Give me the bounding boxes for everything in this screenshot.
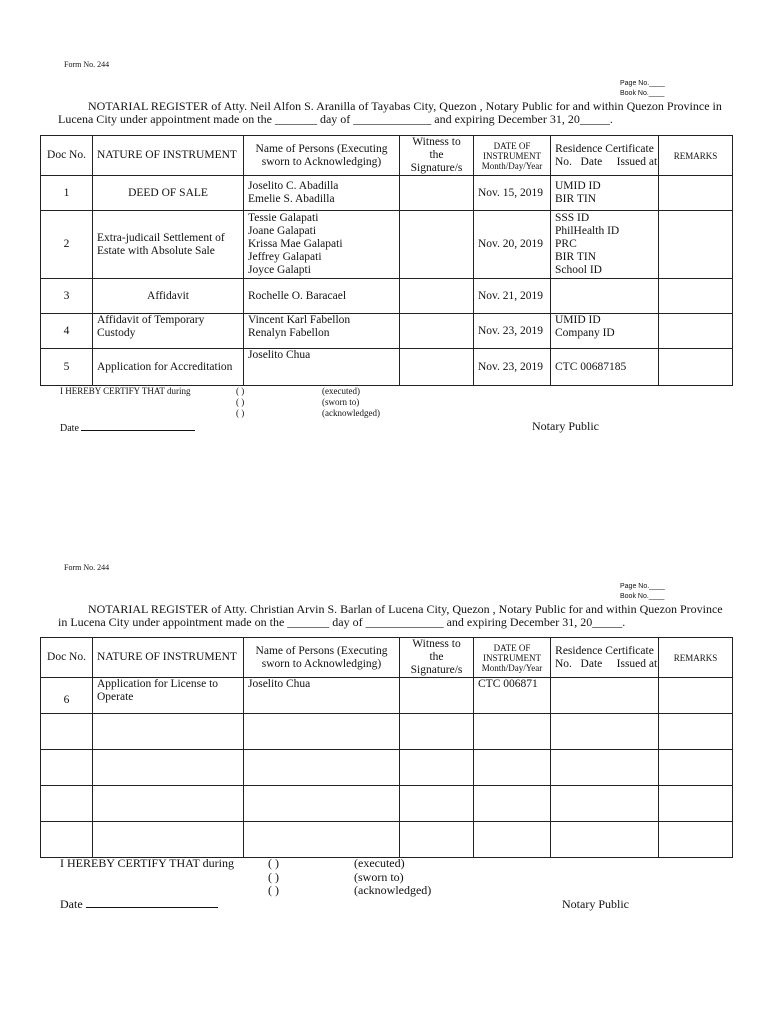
nature-cell: Affidavit — [93, 279, 244, 314]
names-cell — [244, 714, 400, 750]
nature-cell: Application for Accreditation — [93, 349, 244, 386]
person-name: Emelie S. Abadilla — [248, 193, 335, 205]
checkbox-executed[interactable]: ( ) — [236, 386, 245, 396]
names-cell — [244, 678, 400, 714]
remarks-cell — [659, 279, 733, 314]
remarks-cell — [659, 349, 733, 386]
table-row — [41, 750, 733, 786]
header-remarks: REMARKS — [659, 638, 733, 678]
witness-cell — [400, 678, 474, 714]
remarks-cell — [659, 714, 733, 750]
register-table — [40, 135, 733, 386]
register-heading — [58, 602, 723, 629]
certify-statement: I HEREBY CERTIFY THAT during — [60, 856, 234, 870]
person-name: Joane Galapati — [248, 225, 317, 237]
header-date — [474, 638, 551, 678]
date-cell — [474, 714, 551, 750]
table-row — [41, 211, 733, 279]
certify-statement: I HEREBY CERTIFY THAT during — [60, 386, 191, 396]
date-cell — [474, 822, 551, 858]
checkbox-acknowledged[interactable]: ( ) — [268, 883, 279, 897]
header-residence-line-1: Residence Certificate — [555, 644, 654, 657]
date-line — [60, 421, 195, 434]
date-cell — [474, 750, 551, 786]
form-number: Form No. 244 — [64, 60, 110, 69]
header-date — [474, 136, 551, 176]
nature-cell — [93, 822, 244, 858]
option-sworn: (sworn to) — [322, 397, 360, 407]
register-heading-line-2: Lucena City under appointment made on the _______ day of _____________ and expiring December 31, 20_____. — [58, 112, 613, 126]
table-row — [41, 176, 733, 211]
doc-no-cell: 4 — [41, 314, 93, 349]
page-number: Page No.____ — [620, 80, 665, 87]
nature-cell — [93, 714, 244, 750]
date-cell — [474, 786, 551, 822]
header-witness: Witness to the Signature/s — [400, 638, 474, 678]
checkbox-executed[interactable]: ( ) — [268, 856, 279, 870]
header-residence-line-2: No. Date Issued at — [555, 155, 658, 168]
doc-no-cell: 3 — [41, 279, 93, 314]
residence-entry: BIR TIN — [555, 251, 596, 263]
date-label: Date — [60, 897, 83, 911]
date-blank[interactable] — [81, 421, 195, 431]
notary-public-label: Notary Public — [562, 897, 629, 911]
person-name: Rochelle O. Baracael — [248, 289, 347, 302]
table-row — [41, 349, 733, 386]
date-cell: Nov. 23, 2019 — [474, 314, 551, 349]
checkbox-acknowledged[interactable]: ( ) — [236, 408, 245, 418]
residence-entry: BIR TIN — [555, 193, 596, 205]
witness-cell — [400, 211, 474, 279]
table-row — [41, 822, 733, 858]
date-cell: Nov. 15, 2019 — [474, 176, 551, 211]
header-residence-line-2: No. Date Issued at — [555, 657, 658, 670]
residence-cell — [551, 349, 659, 386]
witness-cell — [400, 750, 474, 786]
register-heading-line-1: NOTARIAL REGISTER of Atty. Neil Alfon S. Aranilla of Tayabas City, Quezon , Notary Public for and within Quezon Province in — [88, 99, 722, 113]
names-cell — [244, 314, 400, 349]
header-doc-no: Doc No. — [41, 136, 93, 176]
header-names: Name of Persons (Executing sworn to Acknowledging) — [244, 638, 400, 678]
person-name: Joselito C. Abadilla — [248, 180, 339, 192]
page-book-block — [620, 79, 665, 99]
residence-entry: UMID ID — [555, 180, 601, 192]
remarks-cell — [659, 786, 733, 822]
header-residence — [551, 638, 659, 678]
names-cell — [244, 750, 400, 786]
header-residence — [551, 136, 659, 176]
names-cell — [244, 822, 400, 858]
table-header-row — [41, 136, 733, 176]
residence-cell — [551, 176, 659, 211]
date-cell: Nov. 23, 2019 — [474, 349, 551, 386]
table-row — [41, 714, 733, 750]
person-name: Renalyn Fabellon — [248, 327, 330, 339]
checkbox-sworn[interactable]: ( ) — [268, 869, 279, 884]
residence-cell — [551, 786, 659, 822]
nature-cell — [93, 750, 244, 786]
residence-cell — [551, 314, 659, 349]
header-remarks: REMARKS — [659, 136, 733, 176]
remarks-cell — [659, 750, 733, 786]
residence-entry: SSS ID — [555, 212, 590, 224]
remarks-cell — [659, 314, 733, 349]
header-witness: Witness to the Signature/s — [400, 136, 474, 176]
person-name: Joselito Chua — [248, 678, 311, 690]
person-name: Tessie Galapati — [248, 212, 319, 224]
doc-no-cell: 5 — [41, 349, 93, 386]
page-number: Page No.____ — [620, 583, 665, 590]
residence-cell — [551, 822, 659, 858]
nature-cell: Affidavit of Temporary Custody — [93, 314, 244, 349]
register-heading-line-1: NOTARIAL REGISTER of Atty. Christian Arvin S. Barlan of Lucena City, Quezon , Notary Public for and within Quezon Province — [88, 602, 723, 616]
header-date-line-2: Month/Day/Year — [481, 160, 543, 171]
residence-cell — [551, 279, 659, 314]
residence-entry: UMID ID — [555, 314, 601, 326]
header-nature: NATURE OF INSTRUMENT — [93, 638, 244, 678]
table-row — [41, 279, 733, 314]
witness-cell — [400, 314, 474, 349]
register-heading — [58, 99, 722, 126]
page-book-block — [620, 582, 665, 602]
nature-cell: Application for License to Operate — [93, 678, 244, 714]
header-date-line-2: Month/Day/Year — [481, 662, 543, 673]
residence-entry: Company ID — [555, 327, 615, 339]
table-row — [41, 786, 733, 822]
doc-no-cell — [41, 786, 93, 822]
person-name: Krissa Mae Galapati — [248, 238, 343, 250]
witness-cell — [400, 786, 474, 822]
doc-no-cell — [41, 714, 93, 750]
register-table — [40, 637, 733, 858]
certification-block — [60, 386, 380, 418]
header-doc-no: Doc No. — [41, 638, 93, 678]
date-cell: CTC 006871 — [474, 678, 551, 714]
certification-block — [60, 856, 432, 897]
witness-cell — [400, 176, 474, 211]
book-number: Book No.____ — [620, 593, 665, 600]
residence-cell — [551, 678, 659, 714]
residence-entry: PhilHealth ID — [555, 225, 620, 237]
person-name: Vincent Karl Fabellon — [248, 314, 351, 326]
residence-entry: School ID — [555, 264, 602, 276]
header-date-line-1: DATE OF INSTRUMENT — [483, 140, 541, 161]
remarks-cell — [659, 678, 733, 714]
doc-no-cell — [41, 750, 93, 786]
doc-no-cell: 2 — [41, 211, 93, 279]
names-cell — [244, 349, 400, 386]
date-label: Date — [60, 423, 79, 434]
notary-public-label: Notary Public — [532, 419, 599, 433]
register-heading-line-2: in Lucena City under appointment made on the _______ day of _____________ and expiring December 31, 20_____. — [58, 615, 626, 629]
header-nature: NATURE OF INSTRUMENT — [93, 136, 244, 176]
remarks-cell — [659, 822, 733, 858]
names-cell — [244, 176, 400, 211]
witness-cell — [400, 279, 474, 314]
residence-entry: CTC 00687185 — [555, 360, 627, 373]
person-name: Joselito Chua — [248, 349, 311, 361]
doc-no-cell: 6 — [41, 678, 93, 714]
doc-no-cell: 1 — [41, 176, 93, 211]
witness-cell — [400, 822, 474, 858]
nature-cell — [93, 786, 244, 822]
person-name: Joyce Galapti — [248, 264, 311, 276]
names-cell — [244, 279, 400, 314]
names-cell — [244, 211, 400, 279]
residence-entry: PRC — [555, 238, 577, 250]
witness-cell — [400, 349, 474, 386]
table-row — [41, 314, 733, 349]
remarks-cell — [659, 176, 733, 211]
nature-cell: DEED OF SALE — [93, 176, 244, 211]
date-cell: Nov. 21, 2019 — [474, 279, 551, 314]
residence-cell — [551, 211, 659, 279]
header-date-line-1: DATE OF INSTRUMENT — [483, 642, 541, 663]
book-number: Book No.____ — [620, 90, 665, 97]
date-blank[interactable] — [86, 898, 218, 908]
option-executed: (executed) — [322, 386, 360, 396]
names-cell — [244, 786, 400, 822]
doc-no-cell — [41, 822, 93, 858]
witness-cell — [400, 714, 474, 750]
option-acknowledged: (acknowledged) — [322, 408, 380, 418]
option-sworn: (sworn to) — [354, 869, 404, 884]
residence-cell — [551, 750, 659, 786]
date-cell: Nov. 20, 2019 — [474, 211, 551, 279]
header-names: Name of Persons (Executing sworn to Acknowledging) — [244, 136, 400, 176]
header-residence-line-1: Residence Certificate — [555, 142, 654, 155]
table-row — [41, 678, 733, 714]
date-line — [60, 897, 218, 912]
table-header-row — [41, 638, 733, 678]
option-executed: (executed) — [354, 856, 405, 870]
form-number: Form No. 244 — [64, 563, 110, 572]
person-name: Jeffrey Galapati — [248, 251, 322, 263]
remarks-cell — [659, 211, 733, 279]
nature-cell: Extra-judicail Settlement of Estate with Absolute Sale — [93, 211, 244, 279]
checkbox-sworn[interactable]: ( ) — [236, 397, 245, 407]
option-acknowledged: (acknowledged) — [354, 883, 432, 897]
residence-cell — [551, 714, 659, 750]
